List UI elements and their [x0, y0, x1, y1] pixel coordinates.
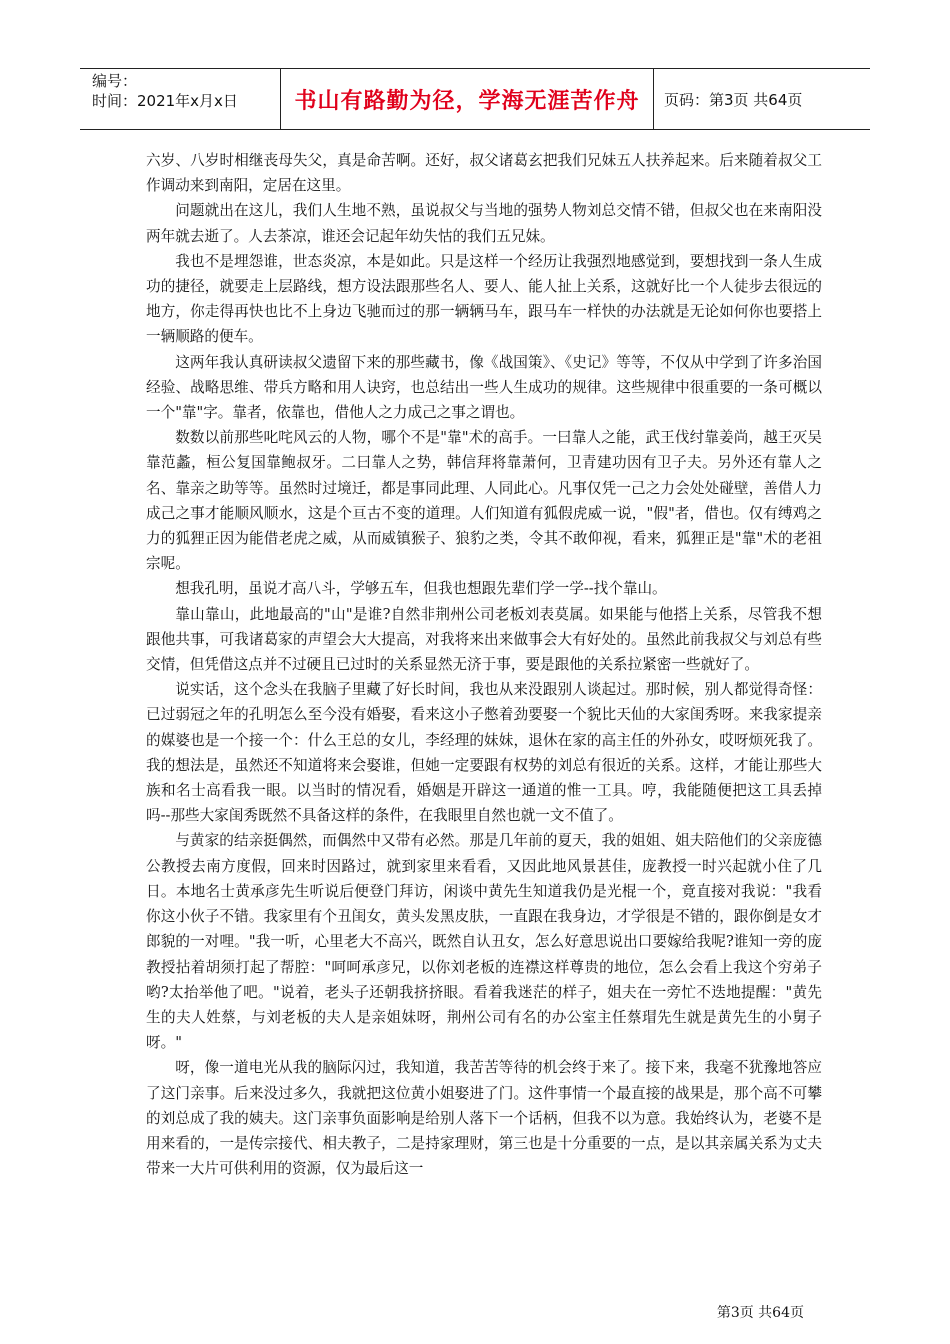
paragraph: 呀，像一道电光从我的脑际闪过，我知道，我苦苦等待的机会终于来了。接下来，我毫不犹豫地答应了这门亲事。后来没过多久，我就把这位黄小姐娶进了门。这件事情一个最直接的战果是，那个高不可攀的刘总成了我的姨夫。这门亲事负面影响是给别人落下一个话柄，但我不以为意。我始终认为，老婆不是用来看的，一是传宗接代、相夫教子，二是持家理财，第三也是十分重要的一点，是以其亲属关系为丈夫带来一大片可供利用的资源，仅为最后这一	[146, 1059, 822, 1178]
paragraph: 我也不是埋怨谁，世态炎凉，本是如此。只是这样一个经历让我强烈地感觉到，要想找到一条人生成功的捷径，就要走上层路线，想方设法跟那些名人、要人、能人扯上关系，这就好比一个人徒步去很远的地方，你走得再快也比不上身边飞驰而过的那一辆辆马车，跟马车一样快的办法就是无论如何你也要搭上一辆顺路的便车。	[146, 252, 822, 346]
paragraph: 六岁、八岁时相继丧母失父，真是命苦啊。还好，叔父诸葛玄把我们兄妹五人扶养起来。后来随着叔父工作调动来到南阳，定居在这里。	[146, 152, 822, 195]
paragraph: 靠山靠山，此地最高的"山"是谁?自然非荆州公司老板刘表莫属。如果能与他搭上关系，尽管我不想跟他共事，可我诸葛家的声望会大大提高，对我将来出来做事会大有好处的。虽然此前我叔父与刘总有些交情，但凭借这点并不过硬且已过时的关系显然无济于事，要是跟他的关系拉紧密一些就好了。	[146, 605, 822, 674]
paragraph: 问题就出在这儿，我们人生地不熟，虽说叔父与当地的强势人物刘总交情不错，但叔父也在来南阳没两年就去逝了。人去茶凉，谁还会记起年幼失怙的我们五兄妹。	[146, 202, 822, 245]
paragraph: 数数以前那些叱咤风云的人物，哪个不是"靠"术的高手。一曰靠人之能，武王伐纣靠姜尚，越王灭吴靠范蠡，桓公复国靠鲍叔牙。二曰靠人之势，韩信拜将靠萧何，卫青建功因有卫子夫。另外还有靠人之名、靠亲之助等等。虽然时过境迁，都是事同此理、人同此心。凡事仅凭一己之力会处处碰壁，善借人力成己之事才能顺风顺水，这是个亘古不变的道理。人们知道有狐假虎威一说，"假"者，借也。仅有缚鸡之力的狐狸正因为能借老虎之威，从而威镇猴子、狼豹之类，令其不敢仰视，看来，狐狸正是"靠"术的老祖宗呢。	[146, 429, 822, 573]
header-meta	[80, 69, 280, 129]
page-header	[80, 68, 870, 130]
document-body	[146, 148, 822, 1181]
paragraph: 说实话，这个念头在我脑子里藏了好长时间，我也从来没跟别人谈起过。那时候，别人都觉得奇怪：已过弱冠之年的孔明怎么至今没有婚娶，看来这小子憋着劲要娶一个貌比天仙的大家闺秀呀。来我家提亲的媒婆也是一个接一个：什么王总的女儿，李经理的妹妹，退休在家的高主任的外孙女，哎呀烦死我了。我的想法是，虽然还不知道将来会娶谁，但她一定要跟有权势的刘总有很近的关系。这样，才能让那些大族和名士高看我一眼。以当时的情况看，婚姻是开辟这一通道的惟一工具。哼，我能随便把这工具丢掉吗--那些大家闺秀既然不具备这样的条件，在我眼里自然也就一文不值了。	[146, 681, 822, 825]
paragraph: 这两年我认真研读叔父遗留下来的那些藏书，像《战国策》、《史记》等等，不仅从中学到了许多治国经验、战略思维、带兵方略和用人诀窍，也总结出一些人生成功的规律。这些规律中很重要的一条可概以一个"靠"字。靠者，依靠也，借他人之力成己之事之谓也。	[146, 353, 822, 422]
header-motto: 书山有路勤为径，学海无涯苦作舟	[280, 69, 654, 129]
paragraph: 与黄家的结亲挺偶然，而偶然中又带有必然。那是几年前的夏天，我的姐姐、姐夫陪他们的父亲庞德公教授去南方度假，回来时因路过，就到家里来看看，又因此地风景甚佳，庞教授一时兴起就小住了几日。本地名士黄承彦先生听说后便登门拜访，闲谈中黄先生知道我仍是光棍一个，竟直接对我说："我看你这小伙子不错。我家里有个丑闺女，黄头发黑皮肤，一直跟在我身边，才学很是不错的，跟你倒是女才郎貌的一对哩。"我一听，心里老大不高兴，既然自认丑女，怎么好意思说出口要嫁给我呢?谁知一旁的庞教授拈着胡须打起了帮腔："呵呵承彦兄，以你刘老板的连襟这样尊贵的地位，怎么会看上我这个穷弟子哟?太抬举他了吧。"说着，老头子还朝我挤挤眼。看着我迷茫的样子，姐夫在一旁忙不迭地提醒："黄先生的夫人姓蔡，与刘老板的夫人是亲姐妹呀，荆州公司有名的办公室主任蔡瑁先生就是黄先生的小舅子呀。"	[146, 832, 822, 1052]
page-footer: 第3页 共64页	[716, 1305, 804, 1321]
document-number-label: 编号：	[92, 72, 138, 90]
document-date-label: 时间：2021年x月x日	[92, 92, 238, 110]
header-page-number: 页码：第3页 共64页	[664, 90, 803, 109]
paragraph: 想我孔明，虽说才高八斗，学够五车，但我也想跟先辈们学一学--找个靠山。	[175, 580, 667, 598]
